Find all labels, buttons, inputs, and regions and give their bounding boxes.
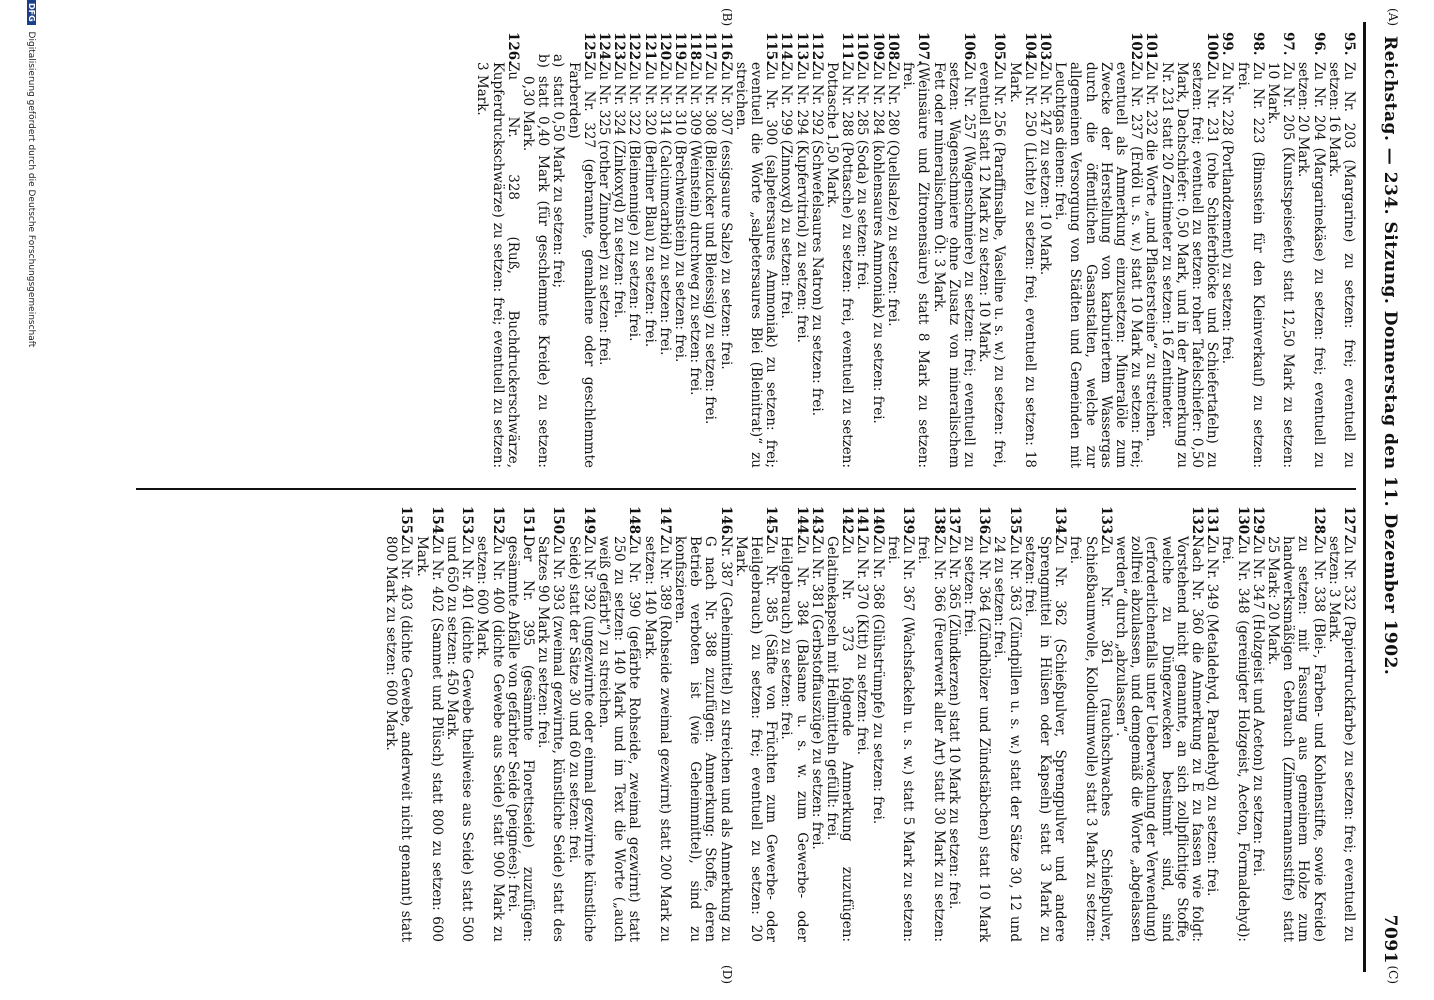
entry-number: 145. <box>763 506 780 539</box>
entry-number: 132. <box>1188 506 1205 539</box>
entry-text: Zu Nr. 392 (ungezwirnte oder einmal gezwirnte künstliche Seide) statt der Sätze 30 und 60 zu setzen: frei. <box>565 536 597 942</box>
header-rule <box>1363 22 1366 972</box>
paragraph-entry <box>885 32 900 468</box>
entry-text: Zu Nr. 365 (Zündkerzen) statt 10 Mark zu setzen: frei. <box>945 536 962 910</box>
paragraph-entry <box>596 506 642 942</box>
entry-text: Zu Nr. 381 (Gerbstoffauszüge) zu setzen: frei. <box>808 536 825 850</box>
paragraph-entry <box>1219 506 1249 942</box>
entry-number: 95. <box>1341 32 1357 56</box>
paragraph-entry <box>1265 32 1295 468</box>
entry-number: 122. <box>626 32 643 65</box>
paragraph-entry <box>413 506 443 942</box>
entry-number: 123. <box>611 32 628 65</box>
entry-number: 135. <box>1006 506 1023 539</box>
entry-text: Zu Nr. 257 (Wagenschmiere) zu setzen: frei; eventuell zu setzen: Wagenschmiere ohne Zusatz von mineralischem Fett oder mineralischem Öl: 3 Mark. <box>930 62 977 468</box>
entry-text: Zu Nr. 314 (Calciumcarbid) zu setzen: frei. <box>656 62 673 356</box>
page-number: 7091 <box>1380 914 1400 964</box>
paragraph-entry <box>1022 506 1068 942</box>
entry-text: Zu Nr. 390 (gefärbte Rohseide, zweimal gezwirnt) statt 250 zu setzen: 140 Mark und im Text die Worte („auch weiß gefärbt“) zu streichen. <box>596 536 643 942</box>
entry-text: Zu Nr. 389 (Rohseide zweimal gezwirnt) statt 200 Mark zu setzen: 140 Mark. <box>641 536 673 942</box>
entry-text: Nach Nr. 360 die Anmerkung zu E zu fassen wie folgt: Vorstehend nicht genannte, an sich zollpflichtige Stoffe, welche zu Düngezwecken bestimmt sind, sind (erforderlichenfalls unter Ueberwachung der Verwendung) zollfrei abzulassen, und demgemäß die Worte „abgelassen werden“ durch „abzulassen“. <box>1112 536 1205 942</box>
entry-text: Zu Nr. 403 (dichte Gewebe, anderweit nicht genannt) statt 800 Mark zu setzen: 600 Mark. <box>383 536 415 942</box>
entry-text: Zu Nr. 362 (Schießpulver, Sprengpulver und andere Sprengmittel in Hülsen oder Kapseln) statt 3 Mark zu setzen: frei. <box>1021 536 1069 942</box>
entry-number: 97. <box>1280 32 1297 56</box>
paragraph-entry <box>1143 32 1158 468</box>
paragraph-entry <box>687 32 702 468</box>
entry-number: 102. <box>1128 32 1145 65</box>
entry-text: Zu Nr. 370 (Kitt) zu setzen: frei. <box>854 536 871 755</box>
entry-number: 154. <box>428 506 445 539</box>
paragraph-entry <box>641 32 656 468</box>
page-header <box>1370 22 1406 972</box>
paragraph-entry <box>991 506 1021 942</box>
entry-text: Zu Nr. 373 folgende Anmerkung zuzufügen: Gelatinekapseln mit Heilmitteln gefüllt: frei. <box>824 536 856 942</box>
column-divider <box>136 488 1356 490</box>
paragraph-entry <box>961 506 991 942</box>
paragraph-entry <box>1113 506 1204 942</box>
paragraph-entry <box>1219 32 1234 468</box>
entry-number: 125. <box>580 32 597 65</box>
entry-number: 144. <box>793 506 810 539</box>
entry-text: Zu Nr. 338 (Blei-, Farben- und Kohlenstifte, sowie Kreide) zu setzen: mit Fassung aus gemeinem Holze zum handwerksmäßigen Gebrauch (Zimmermannsstifte) statt 25 Mark: 20 Mark. <box>1264 536 1327 942</box>
paragraph-entry <box>1234 32 1264 468</box>
entry-number: 149. <box>580 506 597 539</box>
paragraph-entry <box>1326 32 1356 468</box>
entry-text: Zu Nr. 324 (Zinkoxyd) zu setzen: frei. <box>611 62 628 319</box>
entry-text: Zu Nr. 348 (gereinigter Holzgeist, Aceton, Formaldehyd): frei. <box>1219 536 1251 942</box>
entry-number: 118. <box>687 32 704 65</box>
entry-number: 107. <box>915 32 932 65</box>
entry-text: Zu Nr. 349 (Metaldehyd, Paraldehyd) zu setzen: frei. <box>1204 536 1221 897</box>
entry-text: Zu Nr. 364 (Zündhölzer und Zündstäbchen) statt 10 Mark zu setzen: frei. <box>960 536 993 942</box>
entry-text: Zu Nr. 309 (Weinstein) durchweg zu setzen: frei. <box>687 62 704 396</box>
entry-text: Zu Nr. 402 (Sammet und Plüsch) statt 800 zu setzen: 600 Mark. <box>413 536 445 942</box>
entry-number: 108. <box>884 32 901 65</box>
paragraph-entry <box>793 32 808 468</box>
paragraph-entry <box>1326 506 1356 942</box>
entry-text: statt 0,40 Mark (für geschlemmte Kreide) zu setzen: 0,30 Mark. <box>520 76 552 468</box>
entry-text: Zu Nr. 368 (Glühstrümpfe) zu setzen: frei. <box>869 536 886 825</box>
entry-number: 151. <box>520 506 537 539</box>
paragraph-entry <box>505 506 535 942</box>
entry-text: Zu Nr. 322 (Bleimennige) zu setzen: frei. <box>626 62 643 342</box>
paragraph-entry <box>885 506 915 942</box>
entry-text: Zu Nr. 363 (Zündpillen u. s. w.) statt der Sätze 30, 12 und 24 zu setzen: frei. <box>991 536 1023 942</box>
entry-number: 121. <box>641 32 658 65</box>
paragraph-entry <box>474 32 520 468</box>
entry-text: Zu Nr. 401 (dichte Gewebe theilweise aus Seide) statt 500 und 650 zu setzen: 450 Mark. <box>444 536 476 942</box>
paragraph-entry <box>1204 506 1219 942</box>
entry-number: 133. <box>1097 506 1114 539</box>
entry-number: 111. <box>839 32 856 65</box>
entry-text: Der Nr. 395 (gesämmte Florettseide) zuzufügen: gesämmte Abfälle von gefärbter Seide (peignées): frei. <box>504 536 537 942</box>
entry-text: statt 0,50 Mark zu setzen: frei; <box>550 76 567 289</box>
entry-number: 115. <box>763 32 780 65</box>
entry-text: Zu Nr. 400 (dichte Gewebe aus Seide) statt 900 Mark zu setzen: 600 Mark. <box>474 536 506 942</box>
paragraph-entry <box>778 32 793 468</box>
paragraph-entry <box>565 32 595 468</box>
dfg-logo: DFG <box>27 0 36 25</box>
entry-text: Zu Nr. 223 (Bimsstein für den Kleinverkauf) zu setzen: frei. <box>1234 62 1266 468</box>
paragraph-entry <box>641 506 671 942</box>
entry-text: Zu Nr. 393 (zweimal gezwirnte, künstliche Seide) statt des Satzes 90 Mark zu setzen: frei. <box>535 536 567 942</box>
right-column <box>383 506 1356 942</box>
entry-text: Zu Nr. 205 (Kunstspeisefett) statt 12,50 Mark zu setzen: 10 Mark. <box>1264 62 1297 468</box>
margin-marker-b: (B) <box>720 8 734 27</box>
entry-number: 134. <box>1052 506 1069 539</box>
paragraph-entry <box>809 506 824 942</box>
entry-number: 137. <box>945 506 962 539</box>
paragraph-entry <box>870 506 885 942</box>
entry-number: 96. <box>1310 32 1327 56</box>
entry-text: Zu Nr. 347 (Holzgeist und Aceton) zu setzen: frei. <box>1249 536 1266 877</box>
document-page <box>114 8 1414 984</box>
entry-number: 150. <box>550 506 567 539</box>
entry-text: Zu Nr. 384 (Balsame u. s. w. zum Gewerbe- oder Heilgebrauch) zu setzen: frei. <box>778 536 810 942</box>
paragraph-entry <box>1158 32 1219 468</box>
entry-number: b) <box>535 54 552 68</box>
entry-number: 112. <box>808 32 825 65</box>
entry-text: Zu Nr. 250 (Lichte) zu setzen: frei, eventuell zu setzen: 18 Mark. <box>1006 62 1038 468</box>
paragraph-entry <box>1006 32 1036 468</box>
entry-number: 99. <box>1219 32 1236 56</box>
entry-number: 130. <box>1234 506 1251 539</box>
entry-number: 147. <box>656 506 673 539</box>
entry-number: 142. <box>839 506 856 539</box>
entry-number: 153. <box>459 506 476 539</box>
entry-text: Zu Nr. 328 (Ruß, Buchdruckerschwärze, Kupferdruckschwärze) zu setzen: frei; eventuell zu setzen: 3 Mark. <box>474 62 521 468</box>
entry-text: Zu Nr. 292 (Schwefelsaures Natron) zu setzen: frei. <box>808 62 825 416</box>
entry-number: 139. <box>900 506 917 539</box>
paragraph-entry <box>733 32 779 468</box>
entry-text: Zu Nr. 361 (rauchschwaches Schießpulver, Schießbaumwolle, Kollodiumwolle) statt 3 Mark zu setzen: frei. <box>1067 536 1114 942</box>
paragraph-entry <box>1265 506 1326 942</box>
entry-text: Zu Nr. 231 (rohe Schieferblöcke und Schiefertafeln) zu setzen: frei; eventuell zu setzen: roher Tafelschiefer: 0,50 Mark, Dachschiefer: 0,50 Mark, und in der Anmerkung zu Nr. 231 statt 20 Zentimeter zu setzen: 16 Zentimeter. <box>1158 62 1221 468</box>
entry-number: 127. <box>1341 506 1357 539</box>
paragraph-entry <box>854 32 869 468</box>
entry-text: Zu Nr. 308 (Bleizucker und Bleiessig) zu setzen: frei. <box>702 62 719 425</box>
entry-number: 120. <box>656 32 673 65</box>
paragraph-entry <box>717 32 732 468</box>
paragraph-entry <box>976 32 1006 468</box>
entry-number: 129. <box>1249 506 1266 539</box>
paragraph-entry <box>824 32 854 468</box>
paragraph-entry <box>854 506 869 942</box>
paragraph-entry <box>596 32 611 468</box>
paragraph-entry <box>672 506 733 942</box>
entry-number: a) <box>550 54 567 68</box>
paragraph-entry <box>900 32 930 468</box>
entry-number: 155. <box>398 506 415 539</box>
entry-text: Zu Nr. 320 (Berliner Blau) zu setzen: frei. <box>641 62 658 348</box>
entry-text: Zu Nr. 307 (essigsaure Salze) zu setzen: frei. <box>717 62 734 370</box>
entry-text: Zu Nr. 288 (Pottasche) zu setzen: frei, eventuell zu setzen: Pottasche 1,50 Mark. <box>824 62 856 468</box>
paragraph-entry <box>474 506 504 942</box>
paragraph-entry <box>930 32 976 468</box>
entry-text: Zu Nr. 332 (Papierdruckfarbe) zu setzen: frei; eventuell zu setzen: 3 Mark. <box>1325 536 1357 942</box>
paragraph-entry <box>1067 506 1113 942</box>
entry-number: 104. <box>1021 32 1038 65</box>
entry-text: Zu Nr. 300 (salpetersaures Ammoniak) zu setzen: frei; eventuell die Worte „salpetersaures Blei (Bleinitrat)“ zu streichen. <box>732 62 780 468</box>
entry-number: 128. <box>1310 506 1327 539</box>
entry-text: Zu Nr. 299 (Zinnoxyd) zu setzen: frei. <box>778 62 795 319</box>
entry-number: 146. <box>717 506 734 539</box>
left-column <box>474 32 1356 468</box>
entry-number: 152. <box>489 506 506 539</box>
margin-marker-d: (D) <box>720 965 734 984</box>
paragraph-entry <box>702 32 717 468</box>
entry-number: 113. <box>793 32 810 65</box>
paragraph-entry <box>535 506 565 942</box>
entry-number: 131. <box>1204 506 1221 539</box>
paragraph-entry <box>946 506 961 942</box>
entry-number: 138. <box>930 506 947 539</box>
entry-text: Zu Nr. 247 zu setzen: 10 Mark. <box>1036 62 1053 276</box>
margin-marker-a: (A) <box>1386 8 1400 27</box>
paragraph-entry <box>672 32 687 468</box>
paragraph-entry <box>611 32 626 468</box>
paragraph-entry <box>824 506 854 942</box>
entry-number: 116. <box>717 32 734 65</box>
entry-text: Zu Nr. 325 (rother Zinnober) zu setzen: frei. <box>596 62 613 366</box>
entry-number: 114. <box>778 32 795 65</box>
paragraph-entry <box>1250 506 1265 942</box>
entry-text: Zu Nr. 385 (Säfte von Früchten zum Gewerbe- oder Heilgebrauch) zu setzen: frei; eventuell zu setzen: 20 Mark. <box>732 536 780 942</box>
paragraph-entry <box>550 32 565 468</box>
entry-number: 103. <box>1036 32 1053 65</box>
paragraph-entry <box>1052 32 1143 468</box>
paragraph-entry <box>383 506 413 942</box>
entry-text: Zu Nr. 285 (Soda) zu setzen: frei. <box>854 62 871 290</box>
entry-number: 119. <box>672 32 689 65</box>
entry-text: Zu Nr. 256 (Paraffinsalbe, Vaseline u. s. w.) zu setzen: frei, eventuell statt 12 Mark zu setzen: 10 Mark. <box>976 62 1008 468</box>
entry-text: (Weinsäure und Zitronensäure) statt 8 Mark zu setzen: frei. <box>900 62 932 468</box>
entry-number: 117. <box>702 32 719 65</box>
entry-text: Zu Nr. 237 (Erdöl u. s. w.) statt 10 Mark zu setzen: frei; eventuell als Anmerkung einzusetzen: Mineralöle zum Zwecke der Herstellung von karburiertem Wassergas durch die öffentlichen Gasanstalten, welche zur allgemeinen Versorgung von Städten und Gemeinden mit Leuchtgas dienen: frei. <box>1052 62 1145 468</box>
entry-number: 143. <box>808 506 825 539</box>
entry-text: Zu Nr. 294 (Kupfervitriol) zu setzen: frei. <box>793 62 810 343</box>
paragraph-entry <box>915 506 945 942</box>
paragraph-entry <box>1295 32 1325 468</box>
entry-text: Zu Nr. 310 (Brechweinstein) zu setzen: frei. <box>672 62 689 363</box>
entry-number: 148. <box>626 506 643 539</box>
paragraph-entry <box>520 32 550 468</box>
entry-number: 140. <box>869 506 886 539</box>
entry-number: 136. <box>976 506 993 539</box>
paragraph-entry <box>444 506 474 942</box>
entry-text: Zu Nr. 327 (gebrannte, gemahlene oder geschlemmte Farberden) <box>565 62 597 468</box>
entry-text: Zu Nr. 284 (kohlensaures Ammoniak) zu setzen: frei. <box>869 62 886 424</box>
entry-number: 109. <box>869 32 886 65</box>
entry-text: Zu Nr. 204 (Margarinekäse) zu setzen: frei; eventuell zu setzen: 20 Mark. <box>1295 62 1327 468</box>
paragraph-entry <box>809 32 824 468</box>
paragraph-entry <box>565 506 595 942</box>
entry-text: Zu Nr. 232 die Worte „und Pflastersteine“ zu streichen. <box>1143 62 1160 442</box>
entry-text: Zu Nr. 366 (Feuerwerk aller Art) statt 30 Mark zu setzen: frei. <box>915 536 947 942</box>
entry-number: 141. <box>854 506 871 539</box>
entry-text: Zu Nr. 280 (Quellsalze) zu setzen: frei. <box>884 62 901 327</box>
digitization-footer <box>16 0 36 1000</box>
entry-number: 126. <box>504 32 521 65</box>
entry-number: 105. <box>991 32 1008 65</box>
digitization-note: Digitalisierung gefördert durch die Deutsche Forschungsgemeinschaft <box>26 31 36 348</box>
entry-number: 100. <box>1204 32 1221 65</box>
paragraph-entry <box>733 506 779 942</box>
entry-number: 124. <box>596 32 613 65</box>
entry-number: 98. <box>1249 32 1266 56</box>
header-title: Reichstag. — 234. Sitzung. Donnerstag den 11. Dezember 1902. <box>1380 36 1400 676</box>
entry-text: Zu Nr. 367 (Wachsfackeln u. s. w.) statt 5 Mark zu setzen: frei. <box>884 536 917 942</box>
entry-number: 106. <box>960 32 977 65</box>
paragraph-entry <box>870 32 885 468</box>
margin-marker-c: (C) <box>1386 965 1400 984</box>
paragraph-entry <box>657 32 672 468</box>
paragraph-entry <box>1037 32 1052 468</box>
paragraph-entry <box>626 32 641 468</box>
paragraph-entry <box>778 506 808 942</box>
entry-number: 101. <box>1143 32 1160 65</box>
entry-number: 110. <box>854 32 871 65</box>
entry-text: Nr. 387 (Geheimmittel) zu streichen und als Anmerkung zu G nach Nr. 388 zuzufügen: Anmerkung: Stoffe, deren Betrieb verboten ist (wie Geheimmittel), sind zu konfiszieren. <box>672 536 734 942</box>
entry-text: Zu Nr. 228 (Portlandzement) zu setzen: frei. <box>1219 62 1236 364</box>
entry-text: Zu Nr. 203 (Margarine) zu setzen: frei; eventuell zu setzen: 16 Mark. <box>1325 62 1357 468</box>
